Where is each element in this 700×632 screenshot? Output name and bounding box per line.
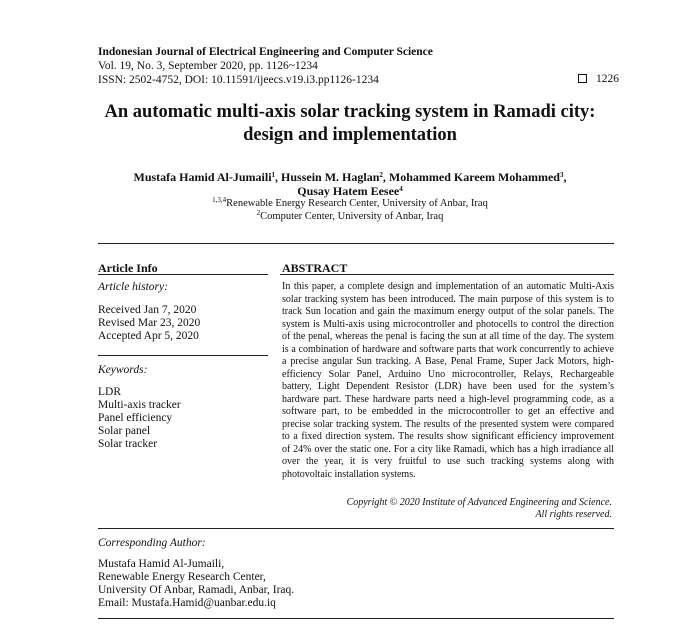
corresponding-address: University Of Anbar, Ramadi, Anbar, Iraq.	[98, 584, 295, 596]
journal-name: Indonesian Journal of Electrical Engineering and Computer Science	[98, 46, 433, 58]
affiliation-text: Computer Center, University of Anbar, Iraq	[260, 211, 444, 222]
keywords-label: Keywords:	[98, 364, 148, 376]
square-icon	[578, 74, 587, 83]
author-sup: 3	[559, 171, 564, 179]
corresponding-org: Renewable Energy Research Center,	[98, 571, 266, 583]
keyword-item: LDR	[98, 386, 121, 398]
rights-line: All rights reserved.	[535, 509, 612, 520]
abstract-text: In this paper, a complete design and implementation of an automatic Multi-Axis solar tracking system has been introduced. The main purpose of this system is to track Sun location and gain the maximum energy output of the solar panels. The system is Multi-axis using microcontroller and photocells to control the direction of the penal, whereas the penal is facing the sun at all time of the day. The system is a combination of hardware and software parts that work concurrently to achieve a precise angular Sun tracking. A Base, Penal Frame, Super Jack Motors, high-efficiency Solar Panel, Arduino Uno microcontroller, Relays, Rechargeable battery, Light Dependent Resistor (LDR) have been used for the system’s hardware part. These hardware parts need a high-level programming code, as a software part, to be embedded in the microcontroller to get an effective and precise solar tracking system. The results of the presented system were compared to a fixed direction system. The results show significant efficiency improvement of 24% over the static one. For a city like Ramadi, which has a high irradiance all over the year, it is very fruitful to use such tracking systems along with photovoltaic installation systems.	[282, 281, 614, 480]
author-name: Qusay Hatem Eesee	[297, 184, 400, 198]
author-sup: 4	[399, 185, 403, 193]
corresponding-heading: Corresponding Author:	[98, 537, 206, 549]
author-name: Hussein M. Haglan	[281, 170, 380, 184]
keywords-rule	[98, 355, 268, 356]
author-sup: 2	[379, 171, 383, 179]
corresponding-name: Mustafa Hamid Al-Jumaili,	[98, 558, 225, 570]
author-name: Mustafa Hamid Al-Jumaili	[133, 170, 272, 184]
author-name: Mohammed Kareem Mohammed	[388, 170, 560, 184]
keyword-item: Solar panel	[98, 425, 151, 437]
affiliation-2	[80, 211, 620, 223]
footer-divider	[98, 618, 614, 619]
author-line-2	[80, 184, 620, 198]
history-label: Article history:	[98, 281, 168, 293]
author-line-1: Mustafa Hamid Al-Jumaili$^1$, Hussein M. Haglan$^2$, Mohammed Kareem Mohammed$^3$,	[133, 170, 567, 184]
keyword-item: Solar tracker	[98, 438, 158, 450]
author-list	[80, 170, 620, 198]
revised-date: Revised Mar 23, 2020	[98, 317, 201, 329]
affiliation-text: Renewable Energy Research Center, University of Anbar, Iraq	[226, 198, 488, 209]
issn-doi: ISSN: 2502-4752, DOI: 10.11591/ijeecs.v19.i3.pp1126-1234	[98, 74, 379, 86]
top-divider	[98, 243, 614, 244]
keyword-item: Multi-axis tracker	[98, 399, 181, 411]
title-line-1: An automatic multi-axis solar tracking system in Ramadi city:	[104, 102, 596, 122]
abstract-heading: ABSTRACT	[282, 261, 348, 275]
accepted-date: Accepted Apr 5, 2020	[98, 330, 199, 342]
affiliation-1	[80, 198, 620, 210]
affiliation-sup: 1,3,4	[212, 196, 227, 204]
paper-title	[80, 101, 620, 147]
corresponding-email: Email: Mustafa.Hamid@uanbar.edu.iq	[98, 597, 276, 609]
article-info-heading: Article Info	[98, 261, 158, 275]
received-date: Received Jan 7, 2020	[98, 304, 197, 316]
article-info-rule	[98, 274, 268, 275]
keyword-item: Panel efficiency	[98, 412, 173, 424]
copyright-line: Copyright © 2020 Institute of Advanced Engineering and Science.	[346, 497, 612, 508]
abstract-rule	[280, 274, 614, 275]
bottom-divider	[98, 528, 614, 529]
volume-info: Vol. 19, No. 3, September 2020, pp. 1126~1234	[98, 60, 318, 72]
affiliation-sup: 2	[256, 209, 261, 217]
author-sup: 1	[271, 171, 276, 179]
title-line-2: design and implementation	[243, 125, 457, 145]
page-number: 1226	[596, 73, 619, 85]
